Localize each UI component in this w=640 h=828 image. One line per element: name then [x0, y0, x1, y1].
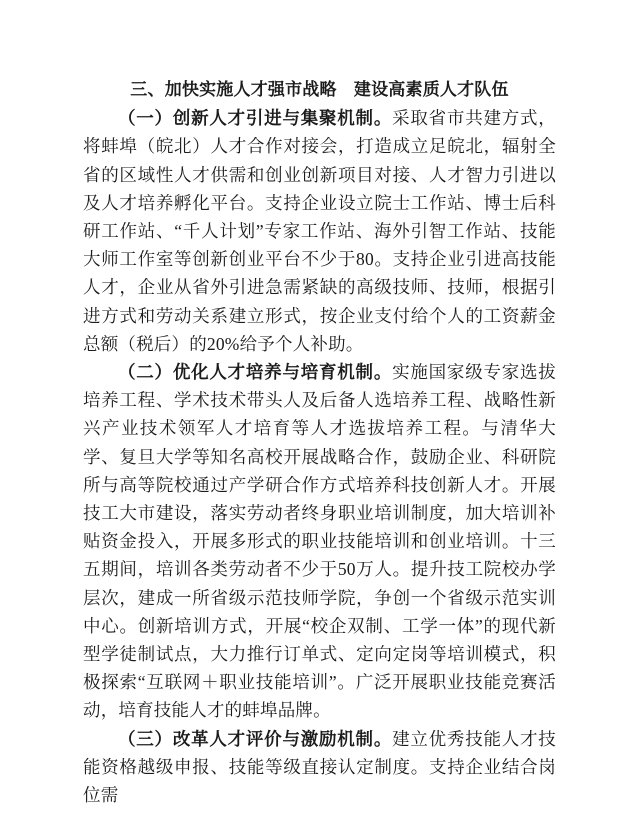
- paragraph-2: [83, 358, 556, 725]
- section-heading: 三、加快实施人才强市战略 建设高素质人才队伍: [130, 80, 509, 99]
- paragraph-2-lead: （二）优化人才培养与培育机制。: [118, 362, 393, 383]
- paragraph-1-body: 采取省市共建方式，将蚌埠（皖北）人才合作对接会，打造成立足皖北，辐射全省的区域性人才供需和创业创新项目对接、人才智力引进以及人才培养孵化平台。支持企业设立院士工作站、博士后科研工作站、“千人计划”专家工作站、海外引智工作站、技能大师工作室等创新创业平台不少于80。支持企业引进高技能人才，企业从省外引进急需紧缺的高级技师、技师，根据引进方式和劳动关系建立形式，按企业支付给个人的工资薪金总额（税后）的20%给予个人补助。: [83, 108, 556, 354]
- paragraph-1: [83, 104, 556, 358]
- paragraph-3-lead: （三）改革人才评价与激励机制。: [118, 728, 393, 749]
- paragraph-3-body: 建立优秀技能人才技能资格越级申报、技能等级直接认定制度。支持企业结合岗位需: [83, 728, 556, 806]
- document-text-block: [83, 76, 556, 809]
- paragraph-1-lead: （一）创新人才引进与集聚机制。: [118, 108, 393, 129]
- paragraph-2-body: 实施国家级专家选拔培养工程、学术技术带头人及后备人选培养工程、战略性新兴产业技术领军人才培育等人才选拔培养工程。与清华大学、复旦大学等知名高校开展战略合作，鼓励企业、科研院所与高等院校通过产学研合作方式培养科技创新人才。开展技工大市建设，落实劳动者终身职业培训制度，加大培训补贴资金投入，开展多形式的职业技能培训和创业培训。十三五期间，培训各类劳动者不少于50万人。提升技工院校办学层次，建成一所省级示范技师学院，争创一个省级示范实训中心。创新培训方式，开展“校企双制、工学一体”的现代新型学徒制试点，大力推行订单式、定向定岗等培训模式，积极探索“互联网＋职业技能培训”。广泛开展职业技能竞赛活动，培育技能人才的蚌埠品牌。: [83, 362, 556, 721]
- paragraph-3: [83, 725, 556, 810]
